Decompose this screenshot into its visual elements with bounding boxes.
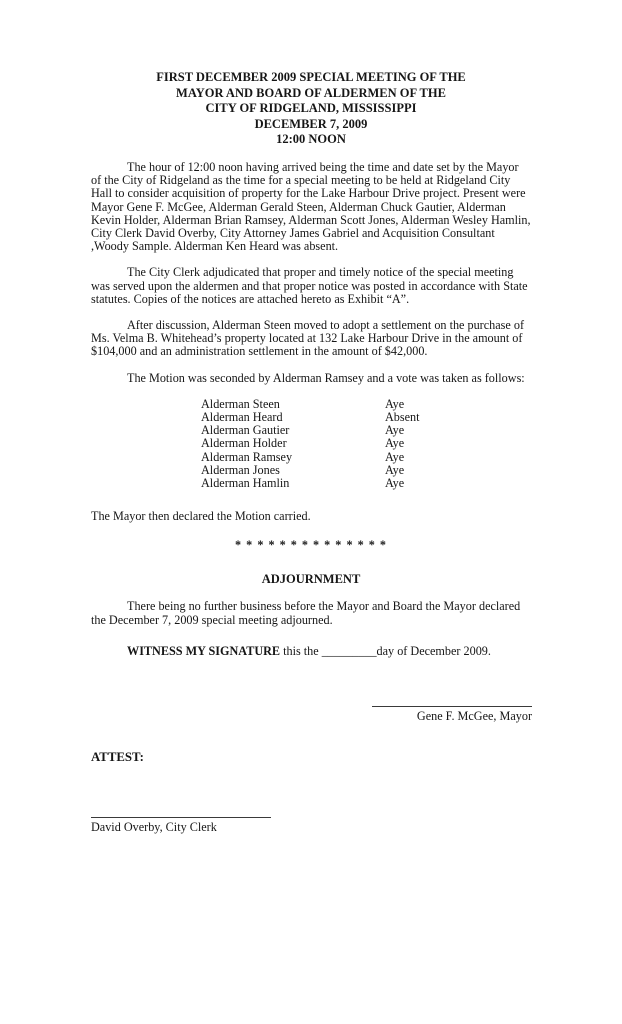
vote-value: Aye bbox=[385, 449, 405, 464]
attest-label: ATTEST: bbox=[91, 750, 144, 765]
vote-name: Alderman Steen bbox=[201, 396, 280, 411]
vote-row bbox=[201, 437, 531, 450]
vote-table bbox=[201, 398, 531, 490]
vote-row bbox=[201, 477, 531, 490]
vote-name: Alderman Ramsey bbox=[201, 449, 293, 464]
witness-blank: _________ bbox=[321, 643, 377, 658]
document-title bbox=[91, 70, 531, 148]
vote-name: Alderman Heard bbox=[201, 410, 283, 425]
title-line-2: MAYOR AND BOARD OF ALDERMEN OF THE bbox=[176, 85, 446, 100]
mayor-signature-block bbox=[372, 706, 532, 724]
adjournment-heading: ADJOURNMENT bbox=[261, 572, 361, 587]
title-line-4: DECEMBER 7, 2009 bbox=[254, 116, 368, 131]
paragraph-adjournment: There being no further business before the Mayor and Board the Mayor declared the December 7, 2009 special meeting adjourned. bbox=[91, 599, 521, 627]
vote-value: Aye bbox=[385, 462, 405, 477]
vote-name: Alderman Hamlin bbox=[201, 476, 290, 491]
paragraph-opening: The hour of 12:00 noon having arrived being the time and date set by the Mayor of the City of Ridgeland as the time for a special meeting to be held at Ridgeland City Hall to consider acquisition of property for the Lake Harbour Drive project. Present were Mayor Gene F. McGee, Alderman Gerald Steen, Alderman Chuck Gautier, Alderman Kevin Holder, Alderman Brian Ramsey, Alderman Scott Jones, Alderman Wesley Hamlin, City Clerk David Overby, City Attorney James Gabriel and Acquisition Consultant ,Woody Sample. Alderman Ken Heard was absent. bbox=[91, 159, 531, 254]
mayor-signature-name: Gene F. McGee, Mayor bbox=[416, 709, 532, 724]
vote-value: Aye bbox=[385, 436, 405, 451]
vote-name: Alderman Holder bbox=[201, 436, 287, 451]
witness-end-text: day of December 2009. bbox=[376, 643, 491, 658]
clerk-signature-block bbox=[91, 817, 271, 835]
witness-mid-text: this the bbox=[280, 643, 322, 658]
vote-value: Aye bbox=[385, 476, 405, 491]
vote-name: Alderman Gautier bbox=[201, 423, 290, 438]
title-line-3: CITY OF RIDGELAND, MISSISSIPPI bbox=[205, 101, 417, 116]
title-line-1: FIRST DECEMBER 2009 SPECIAL MEETING OF THE bbox=[156, 70, 466, 84]
paragraph-motion-seconded: The Motion was seconded by Alderman Ramsey and a vote was taken as follows: bbox=[127, 370, 525, 385]
asterisk-divider: * * * * * * * * * * * * * * bbox=[235, 538, 387, 553]
vote-row bbox=[201, 451, 531, 464]
paragraph-motion-carried: The Mayor then declared the Motion carried. bbox=[91, 509, 311, 524]
witness-label: WITNESS MY SIGNATURE bbox=[127, 643, 281, 658]
paragraph-notice: The City Clerk adjudicated that proper and timely notice of the special meeting was served upon the aldermen and that proper notice was posted in accordance with State statutes. Copies of the notices are attached hereto as Exhibit “A”. bbox=[91, 265, 528, 306]
vote-name: Alderman Jones bbox=[201, 462, 280, 477]
title-line-5: 12:00 NOON bbox=[276, 132, 346, 147]
clerk-signature-name: David Overby, City Clerk bbox=[91, 820, 217, 835]
vote-value: Aye bbox=[385, 396, 405, 411]
vote-value: Absent bbox=[385, 410, 420, 425]
witness-signature-line bbox=[91, 645, 531, 658]
paragraph-settlement: After discussion, Alderman Steen moved to adopt a settlement on the purchase of Ms. Velma B. Whitehead’s property located at 132 Lake Harbour Drive in the amount of $104,000 and an administration settlement in the amount of $42,000. bbox=[91, 318, 525, 359]
vote-value: Aye bbox=[385, 423, 405, 438]
